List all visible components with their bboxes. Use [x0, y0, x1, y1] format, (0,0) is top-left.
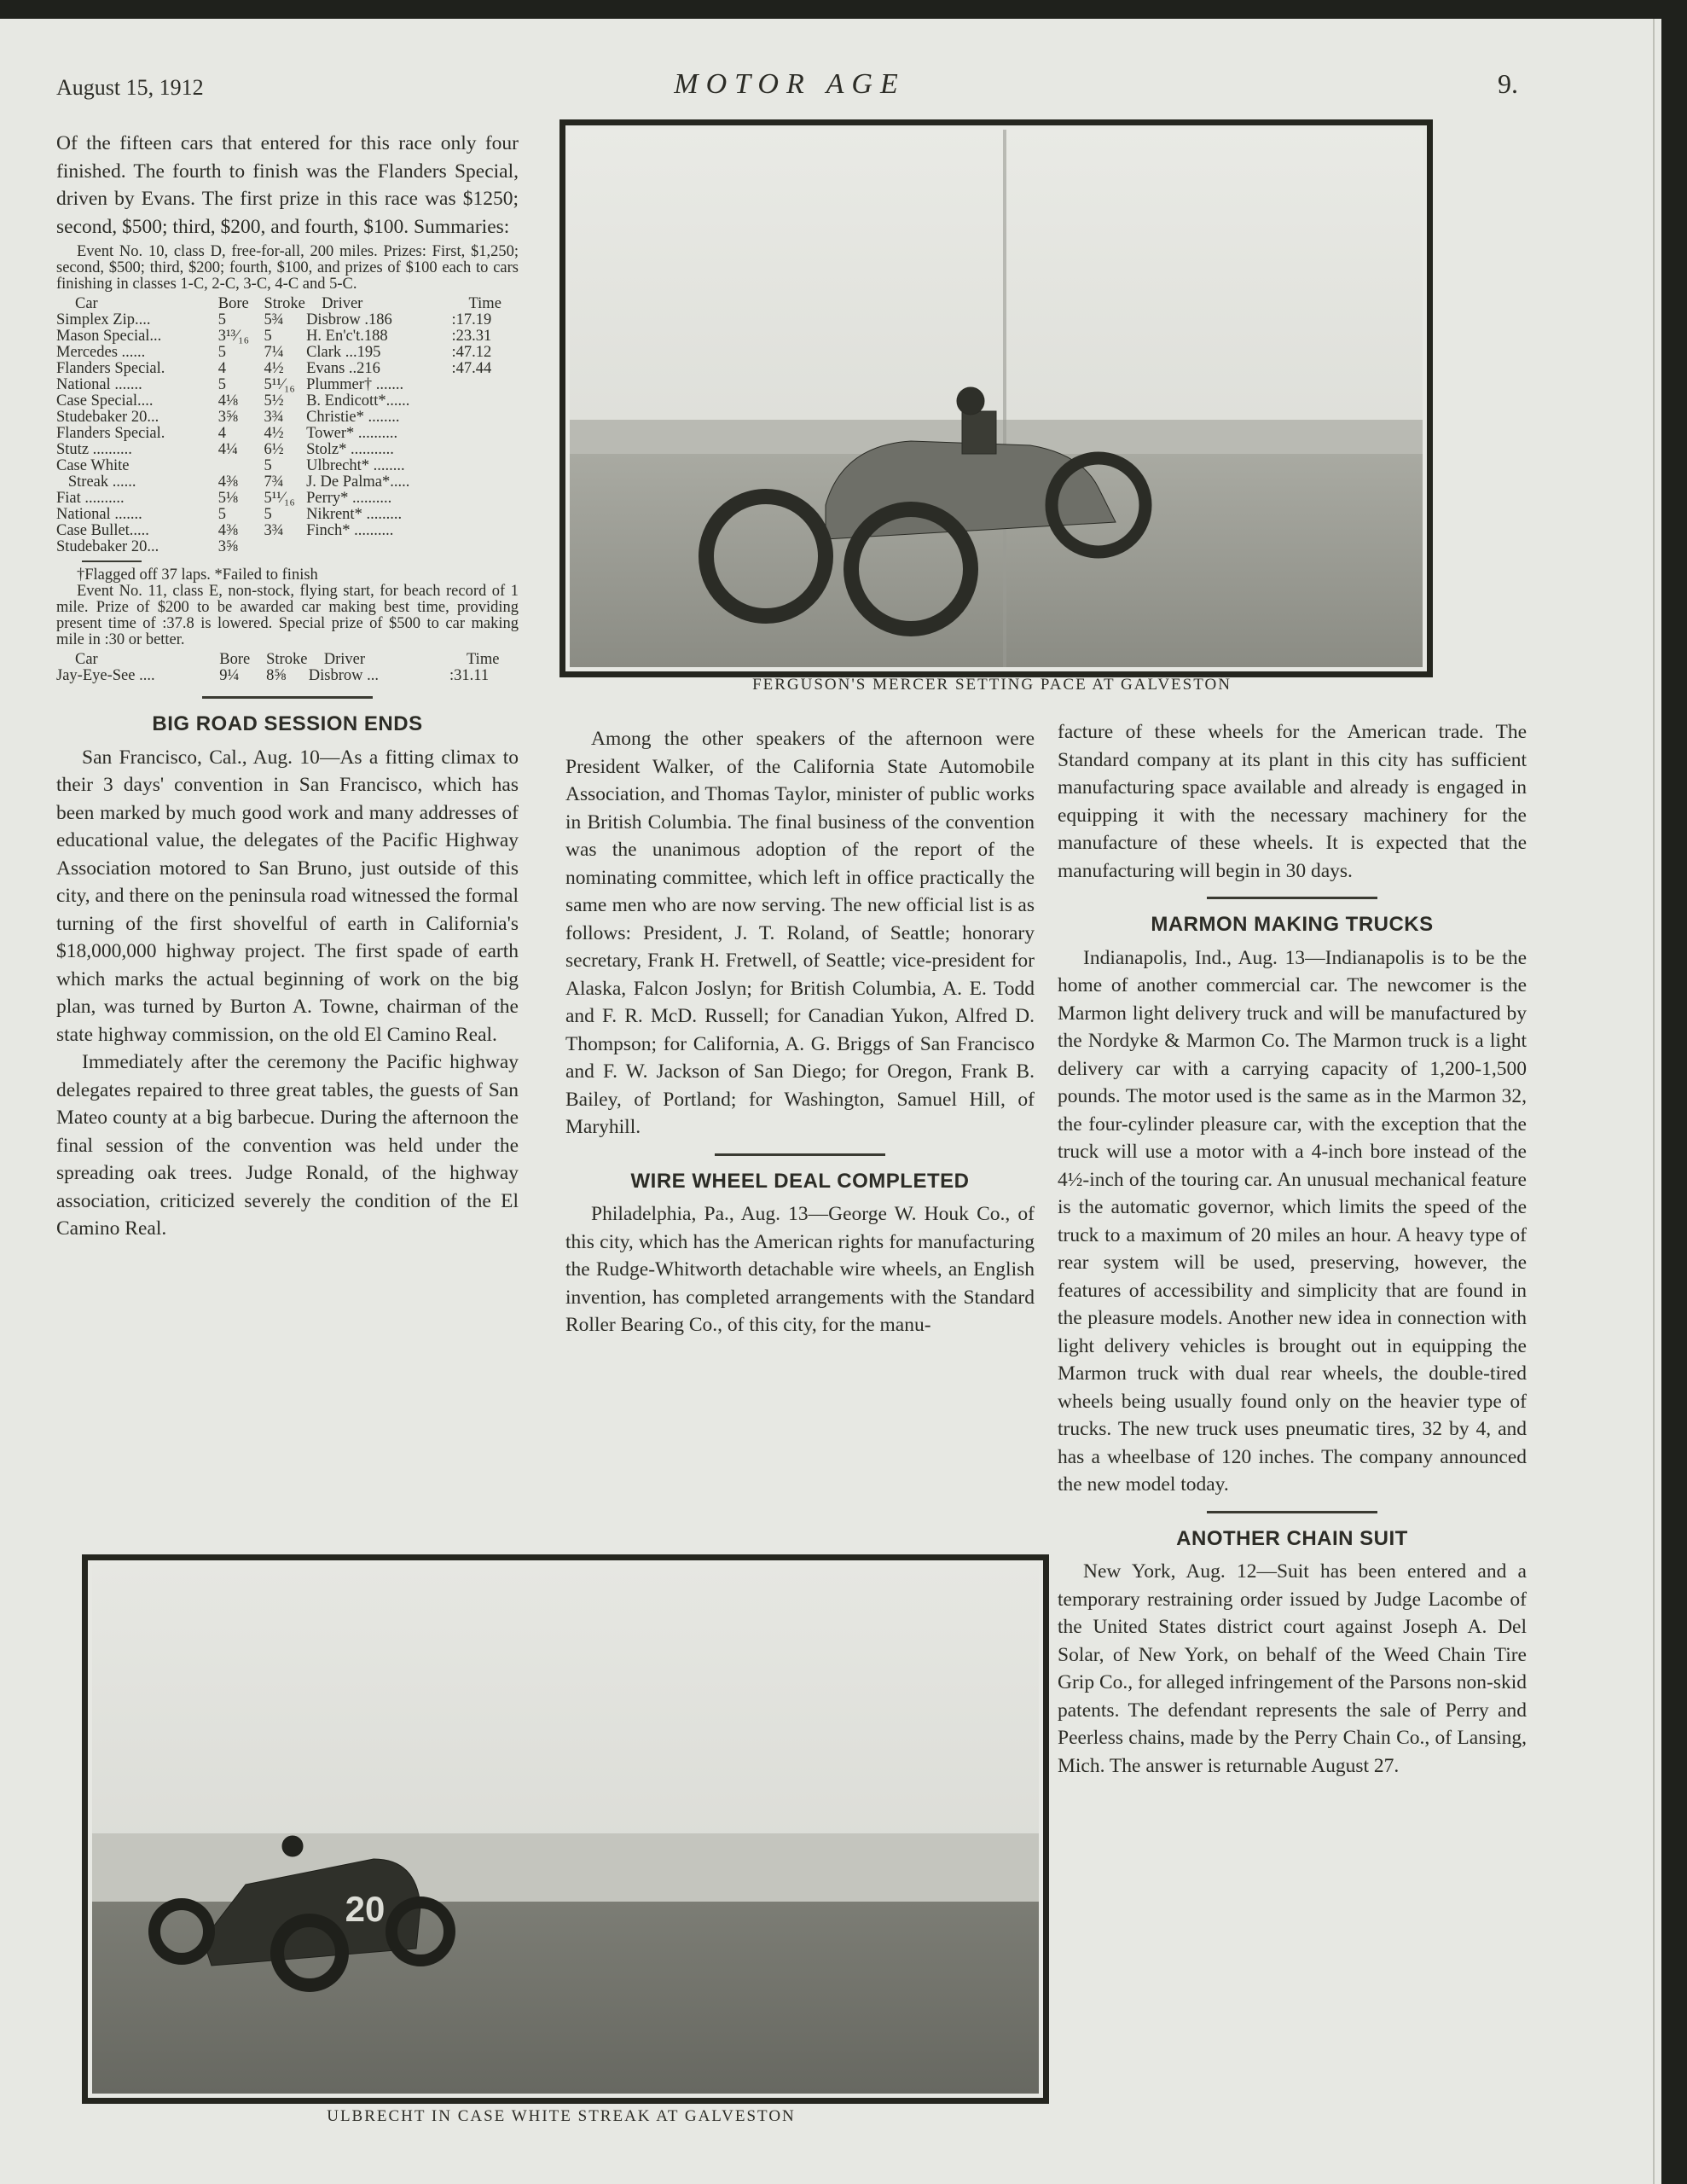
cell-driver: Stolz* ...........	[306, 441, 394, 458]
cell-stroke: 5	[264, 506, 272, 523]
page-number: 9.	[1498, 68, 1518, 99]
column-right	[1058, 718, 1527, 1780]
cell-car: National .......	[56, 376, 142, 393]
cell-driver: Finch* ..........	[306, 522, 394, 539]
headline-wire-wheel-deal: WIRE WHEEL DEAL COMPLETED	[630, 1169, 970, 1193]
cell-time	[452, 442, 534, 458]
cell-car: Flanders Special.	[56, 360, 165, 377]
cell-stroke	[264, 539, 307, 555]
results-row	[56, 668, 534, 684]
col-car: Car	[75, 295, 98, 312]
event-11-description: Event No. 11, class E, non-stock, flying start, for beach record of 1 mile. Prize of $200 to be awarded car making best time, providing present time of :37.8 is lowered. Special prize of $500 to car making mile in :30 or better.	[56, 583, 519, 648]
cell-bore: 4⅜	[217, 522, 238, 539]
cell-bore: 5	[217, 376, 226, 393]
event-10-description: Event No. 10, class D, free-for-all, 200 miles. Prizes: First, $1,250; second, $500; third, $200; fourth, $100, and prizes of $100 each to cars finishing in classes 1-C, 2-C, 3-C, 4-C and 5-C.	[56, 243, 519, 293]
cell-driver	[306, 539, 451, 555]
results-header-row	[56, 296, 534, 312]
cell-bore: 3⅝	[217, 538, 238, 555]
cell-driver: Ulbrecht* ........	[306, 457, 405, 474]
cell-bore: 9¼	[219, 667, 240, 684]
cell-time	[452, 458, 534, 474]
cell-driver: Clark ...195	[306, 344, 381, 361]
cell-car: Simplex Zip....	[56, 311, 151, 328]
results-row	[56, 474, 534, 491]
cell-car: Fiat ..........	[56, 490, 125, 507]
cell-time	[452, 539, 534, 555]
event-10-footnote: †Flagged off 37 laps. *Failed to finish	[77, 566, 318, 584]
cell-bore: 3¹³⁄₁₆	[217, 328, 250, 345]
cell-car: Case Special....	[56, 392, 154, 410]
cell-stroke: 5½	[264, 392, 284, 410]
scan-border-right	[1661, 0, 1687, 2184]
cell-car: Flanders Special.	[56, 425, 165, 442]
cell-driver: H. En'c't.188	[306, 328, 388, 345]
page-fold-line	[1653, 19, 1655, 2184]
cell-bore	[218, 458, 264, 474]
event-11-results-table	[56, 652, 534, 684]
cell-bore: 4	[217, 360, 226, 377]
cell-driver: Perry* ..........	[306, 490, 392, 507]
cell-stroke: 5¹¹⁄₁₆	[264, 490, 295, 507]
results-row	[56, 328, 534, 345]
cell-time: :17.19	[451, 311, 492, 328]
case-white-streak-photo	[92, 1565, 1039, 2094]
cell-car: Streak ......	[56, 473, 136, 491]
cell-driver: Disbrow .186	[306, 311, 392, 328]
results-row	[56, 361, 534, 377]
cell-car: Mercedes ......	[56, 344, 146, 361]
big-road-paragraph-1: San Francisco, Cal., Aug. 10—As a fitting climax to their 3 days' convention in San Francisco, which has been marked by much good work and many addresses of educational value, the delegates of the Pacific Highway Association motored to San Bruno, just outside of this city, and there on the peninsula road witnessed the formal turning of the first shovelful of earth in California's $18,000,000 highway project. The first spade of earth which marks the actual beginning of work on the big plan, was turned by Burton A. Towne, chairman of the state highway commission, on the old El Camino Real.	[56, 746, 519, 1046]
photo-image	[92, 1565, 1039, 2094]
cell-car: Studebaker 20...	[56, 409, 159, 426]
results-row	[56, 491, 534, 507]
cell-car: Case Bullet.....	[56, 522, 149, 539]
car-number: 20	[345, 1889, 386, 1929]
col-driver: Driver	[322, 295, 363, 312]
cell-time	[452, 523, 534, 539]
col-stroke: Stroke	[264, 295, 305, 312]
photo-ferguson-mercer	[559, 119, 1433, 677]
col-stroke: Stroke	[266, 651, 308, 668]
cell-stroke: 8⅝	[266, 667, 287, 684]
cell-time	[452, 377, 534, 393]
race-intro: Of the fifteen cars that entered for this race only four finished. The fourth to finish was the Flanders Special, driven by Evans. The first prize in this race was $1250; second, $500; third, $200, and fourth, $100. Summaries:	[56, 132, 519, 238]
cell-time: :47.12	[451, 344, 492, 361]
cell-driver: J. De Palma*.....	[306, 473, 410, 491]
col-car: Car	[75, 651, 98, 668]
cell-stroke: 5	[264, 328, 272, 345]
cell-stroke: 4½	[264, 360, 284, 377]
section-divider	[1207, 1511, 1377, 1513]
col-bore: Bore	[217, 295, 249, 312]
cell-time	[452, 474, 534, 491]
cell-car: Stutz ..........	[56, 441, 132, 458]
cell-bore: 5	[217, 311, 226, 328]
results-row	[56, 442, 534, 458]
section-divider	[1207, 897, 1377, 899]
col-time: Time	[467, 651, 500, 668]
headline-chain-suit: ANOTHER CHAIN SUIT	[1176, 1526, 1408, 1550]
results-row	[56, 426, 534, 442]
cell-bore: 4¼	[217, 441, 238, 458]
cell-car: Case White	[56, 457, 130, 474]
mercer-race-car-photo	[570, 130, 1423, 667]
col-time: Time	[468, 295, 501, 312]
cell-stroke: 4½	[264, 425, 284, 442]
photo-image	[570, 130, 1423, 667]
big-road-paragraph-3: Among the other speakers of the afternoon were President Walker, of the California State Automobile Association, and Thomas Taylor, minister of public works in British Columbia. The final business of the convention was the unanimous adoption of the report of the nominating committee, which left in office practically the same men who are now serving. The new official list is as follows: President, J. T. Roland, of Seattle; honorary secretary, Frank H. Fretwell, of Seattle; vice-president for Alaska, Falcon Joslyn; for British Columbia, A. E. Todd and F. R. McD. Russell; for Canadian Yukon, Alfred D. Thompson; for California, A. G. Briggs of San Francisco and F. W. Jackson of San Diego; for Oregon, Frank B. Bailey, of Portland; for Washington, Samuel Hill, of Maryhill.	[565, 728, 1035, 1138]
wire-wheel-paragraph-part-1: Philadelphia, Pa., Aug. 13—George W. Houk Co., of this city, which has the American rights for manufacturing the Rudge-Whitworth detachable wire wheels, an English invention, has completed arrangements with the Standard Roller Bearing Co., of this city, for the manu-	[565, 1203, 1035, 1336]
cell-stroke: 3¾	[264, 522, 284, 539]
cell-car: Jay-Eye-See ....	[56, 667, 155, 684]
cell-driver: Disbrow ...	[308, 667, 379, 684]
cell-time: :31.11	[449, 667, 490, 684]
cell-bore: 4	[217, 425, 226, 442]
cell-car: Mason Special...	[56, 328, 162, 345]
col-bore: Bore	[219, 651, 251, 668]
cell-stroke: 3¾	[264, 409, 284, 426]
results-row	[56, 393, 534, 410]
cell-stroke: 6½	[264, 441, 284, 458]
cell-car: Studebaker 20...	[56, 538, 159, 555]
photo-caption-bottom: ULBRECHT IN CASE WHITE STREAK AT GALVESTON	[327, 2107, 796, 2125]
publication-title: MOTOR AGE	[674, 68, 906, 100]
column-middle	[565, 725, 1035, 1339]
column-left	[56, 130, 519, 1243]
cell-driver: Nikrent* .........	[306, 506, 403, 523]
cell-stroke: 5	[264, 457, 272, 474]
cell-driver: Tower* ..........	[306, 425, 398, 442]
cell-bore: 3⅝	[217, 409, 238, 426]
results-row	[56, 377, 534, 393]
results-row	[56, 312, 534, 328]
cell-driver: B. Endicott*......	[306, 392, 410, 410]
results-row	[56, 507, 534, 523]
table-divider	[82, 561, 142, 562]
cell-stroke: 7¾	[264, 473, 284, 491]
cell-driver: Christie* ........	[306, 409, 400, 426]
chain-suit-paragraph: New York, Aug. 12—Suit has been entered and a temporary restraining order issued by Judge Lacombe of the United States district court against Joseph A. Del Solar, of New York, on behalf of the Weed Chain Tire Grip Co., for alleged infringement of the Parsons non-skid patents. The defendant represents the sale of Perry and Peerless chains, made by the Perry Chain Co., of Lansing, Mich. The answer is returnable August 27.	[1058, 1560, 1527, 1777]
cell-stroke: 5¹¹⁄₁₆	[264, 376, 295, 393]
cell-bore: 5	[217, 344, 226, 361]
col-driver: Driver	[323, 651, 366, 668]
results-row	[56, 523, 534, 539]
cell-time	[452, 393, 534, 410]
cell-car: National .......	[56, 506, 142, 523]
event-10-summary	[56, 244, 519, 684]
marmon-paragraph: Indianapolis, Ind., Aug. 13—Indianapolis is to be the home of another commercial car. The newcomer is the Marmon light delivery truck and will be manufactured by the Nordyke & Marmon Co. The Marmon truck is a light delivery car with a carrying capacity of 1,200-1,500 pounds. The motor used is the same as in the Marmon 32, the four-cylinder pleasure car, with the exception that the truck will use a motor with a 4-inch bore instead of the 4½-inch of the touring car. An unusual mechanical feature is the automatic governor, which limits the speed of the truck to a maximum of 20 miles an hour. A heavy type of rear system will be used, preserving, however, the features of accessibility and simplicity that are found in the pleasure models. Another new idea in connection with light delivery vehicles is brought out in equipping the Marmon truck with dual rear wheels, the double-tired wheels being usually found only on the heavier type of trucks. The new truck uses pneumatic tires, 32 by 4, and has a wheelbase of 120 inches. The company announced the new model today.	[1058, 946, 1527, 1496]
cell-stroke: 5¾	[264, 311, 284, 328]
page-header	[56, 68, 1518, 102]
headline-marmon-trucks: MARMON MAKING TRUCKS	[1151, 913, 1434, 936]
photo-ulbrecht-case-white-streak	[82, 1554, 1049, 2104]
results-header-row	[56, 652, 534, 668]
cell-time: :47.44	[451, 360, 492, 377]
cell-bore: 5	[217, 506, 226, 523]
cell-driver: Plummer† .......	[306, 376, 404, 393]
cell-stroke: 7¼	[264, 344, 284, 361]
cell-time	[452, 507, 534, 523]
photo-caption-top: FERGUSON'S MERCER SETTING PACE AT GALVESTON	[752, 676, 1232, 694]
headline-big-road-session: BIG ROAD SESSION ENDS	[152, 712, 423, 735]
cell-time	[452, 491, 534, 507]
wire-wheel-paragraph-part-2: facture of these wheels for the American trade. The Standard company at its plant in this city has sufficient manufacturing space available and already is engaged in equipping it with the necessary machinery for the manufacture of these wheels. It is expected that the manufacturing will begin in 30 days.	[1058, 721, 1527, 882]
results-row	[56, 539, 534, 555]
big-road-paragraph-2: Immediately after the ceremony the Pacific highway delegates repaired to three great tables, the guests of San Mateo county at a big barbecue. During the afternoon the final session of the convention was held under the spreading oak trees. Judge Ronald, of the highway association, criticized severely the condition of the El Camino Real.	[56, 1051, 519, 1240]
results-row	[56, 345, 534, 361]
issue-date: August 15, 1912	[56, 75, 204, 100]
cell-time	[452, 410, 534, 426]
section-divider	[715, 1153, 885, 1156]
results-row	[56, 410, 534, 426]
cell-time	[452, 426, 534, 442]
cell-driver: Evans ..216	[306, 360, 380, 377]
cell-time: :23.31	[451, 328, 492, 345]
results-row	[56, 458, 534, 474]
section-divider	[202, 696, 373, 699]
cell-bore: 4⅛	[217, 392, 238, 410]
cell-bore: 4⅜	[217, 473, 238, 491]
scan-border-top	[0, 0, 1687, 19]
cell-bore: 5⅛	[217, 490, 238, 507]
event-10-results-table	[56, 296, 534, 555]
